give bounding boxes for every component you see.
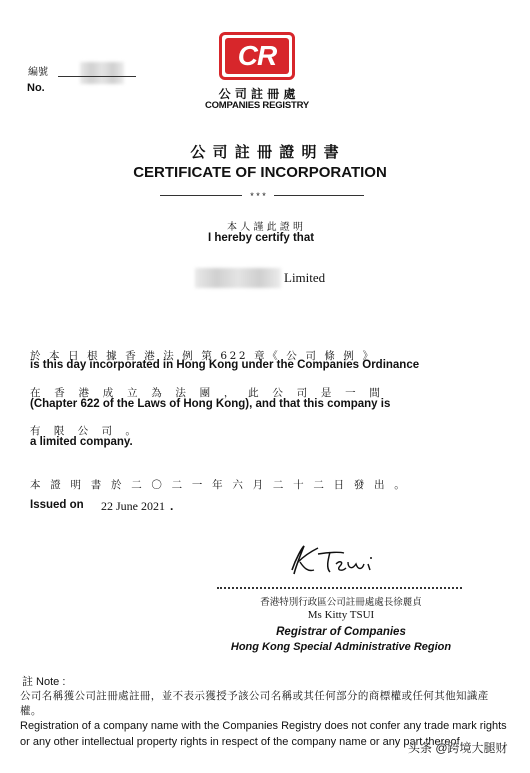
certificate-title-zh: 公 司 註 冊 證 明 書 [190, 143, 340, 161]
title-divider-stars: * * * [250, 191, 266, 201]
number-label-en: No. [27, 82, 45, 94]
number-label-zh: 編號 [28, 67, 48, 78]
issued-date-en: 22 June 2021 [101, 499, 165, 513]
signatory-region: Hong Kong Special Administrative Region [230, 641, 452, 653]
redacted-company-name [195, 268, 281, 288]
certificate-title-en: CERTIFICATE OF INCORPORATION [133, 164, 387, 181]
title-divider-left [160, 195, 242, 196]
signatory-role: Registrar of Companies [276, 626, 406, 638]
note-zh: 公司名稱獲公司註冊處註冊，並不表示獲授予該公司名稱或其任何部分的商標權或任何其他知識產權。 [20, 690, 489, 717]
issued-date-dot: . [170, 499, 174, 513]
body-zh-1: 於 本 日 根 據 香 港 法 例 第 622 章《 公 司 條 例 》 [30, 350, 376, 362]
redacted-number [80, 62, 124, 84]
watermark: 头条 @跨境大腿财 [408, 741, 508, 755]
body-zh-2: 在 香 港 成 立 為 法 團 ， 此 公 司 是 一 間 [30, 387, 386, 399]
body-zh-3: 有 限 公 司 。 [30, 425, 141, 437]
registry-name-en: COMPANIES REGISTRY [204, 100, 310, 111]
companies-registry-logo [219, 32, 295, 80]
signature-line [217, 587, 462, 589]
issued-label-en: Issued on [30, 499, 84, 511]
company-name-suffix: Limited [284, 270, 326, 285]
issued-zh: 本 證 明 書 於 二 〇 二 一 年 六 月 二 十 二 日 發 出 。 [30, 479, 408, 491]
registry-name-zh: 公 司 註 冊 處 [218, 87, 296, 101]
note-en: Registration of a company name with the Companies Registry does not confer any trade mark rights or any other intellectual property rights in respect of the company name or any part thereof. [20, 720, 507, 748]
body-en-1: is this day incorporated in Hong Kong under the Companies Ordinance [30, 359, 420, 371]
note-label: 註 Note : [22, 676, 66, 688]
signatory-name-en: Ms Kitty TSUI [307, 609, 375, 621]
title-divider-right [274, 195, 364, 196]
handwritten-signature [284, 540, 384, 580]
cr-logo-mark: CR [225, 38, 289, 74]
signatory-title-zh: 香港特別行政區公司註冊處處長徐麗貞 [260, 597, 422, 608]
body-en-3: a limited company. [30, 436, 133, 448]
certify-zh: 本 人 謹 此 證 明 [227, 222, 303, 233]
number-underline [58, 76, 136, 77]
certify-en: I hereby certify that [207, 232, 315, 244]
body-en-2: (Chapter 622 of the Laws of Hong Kong), and that this company is [30, 398, 391, 410]
